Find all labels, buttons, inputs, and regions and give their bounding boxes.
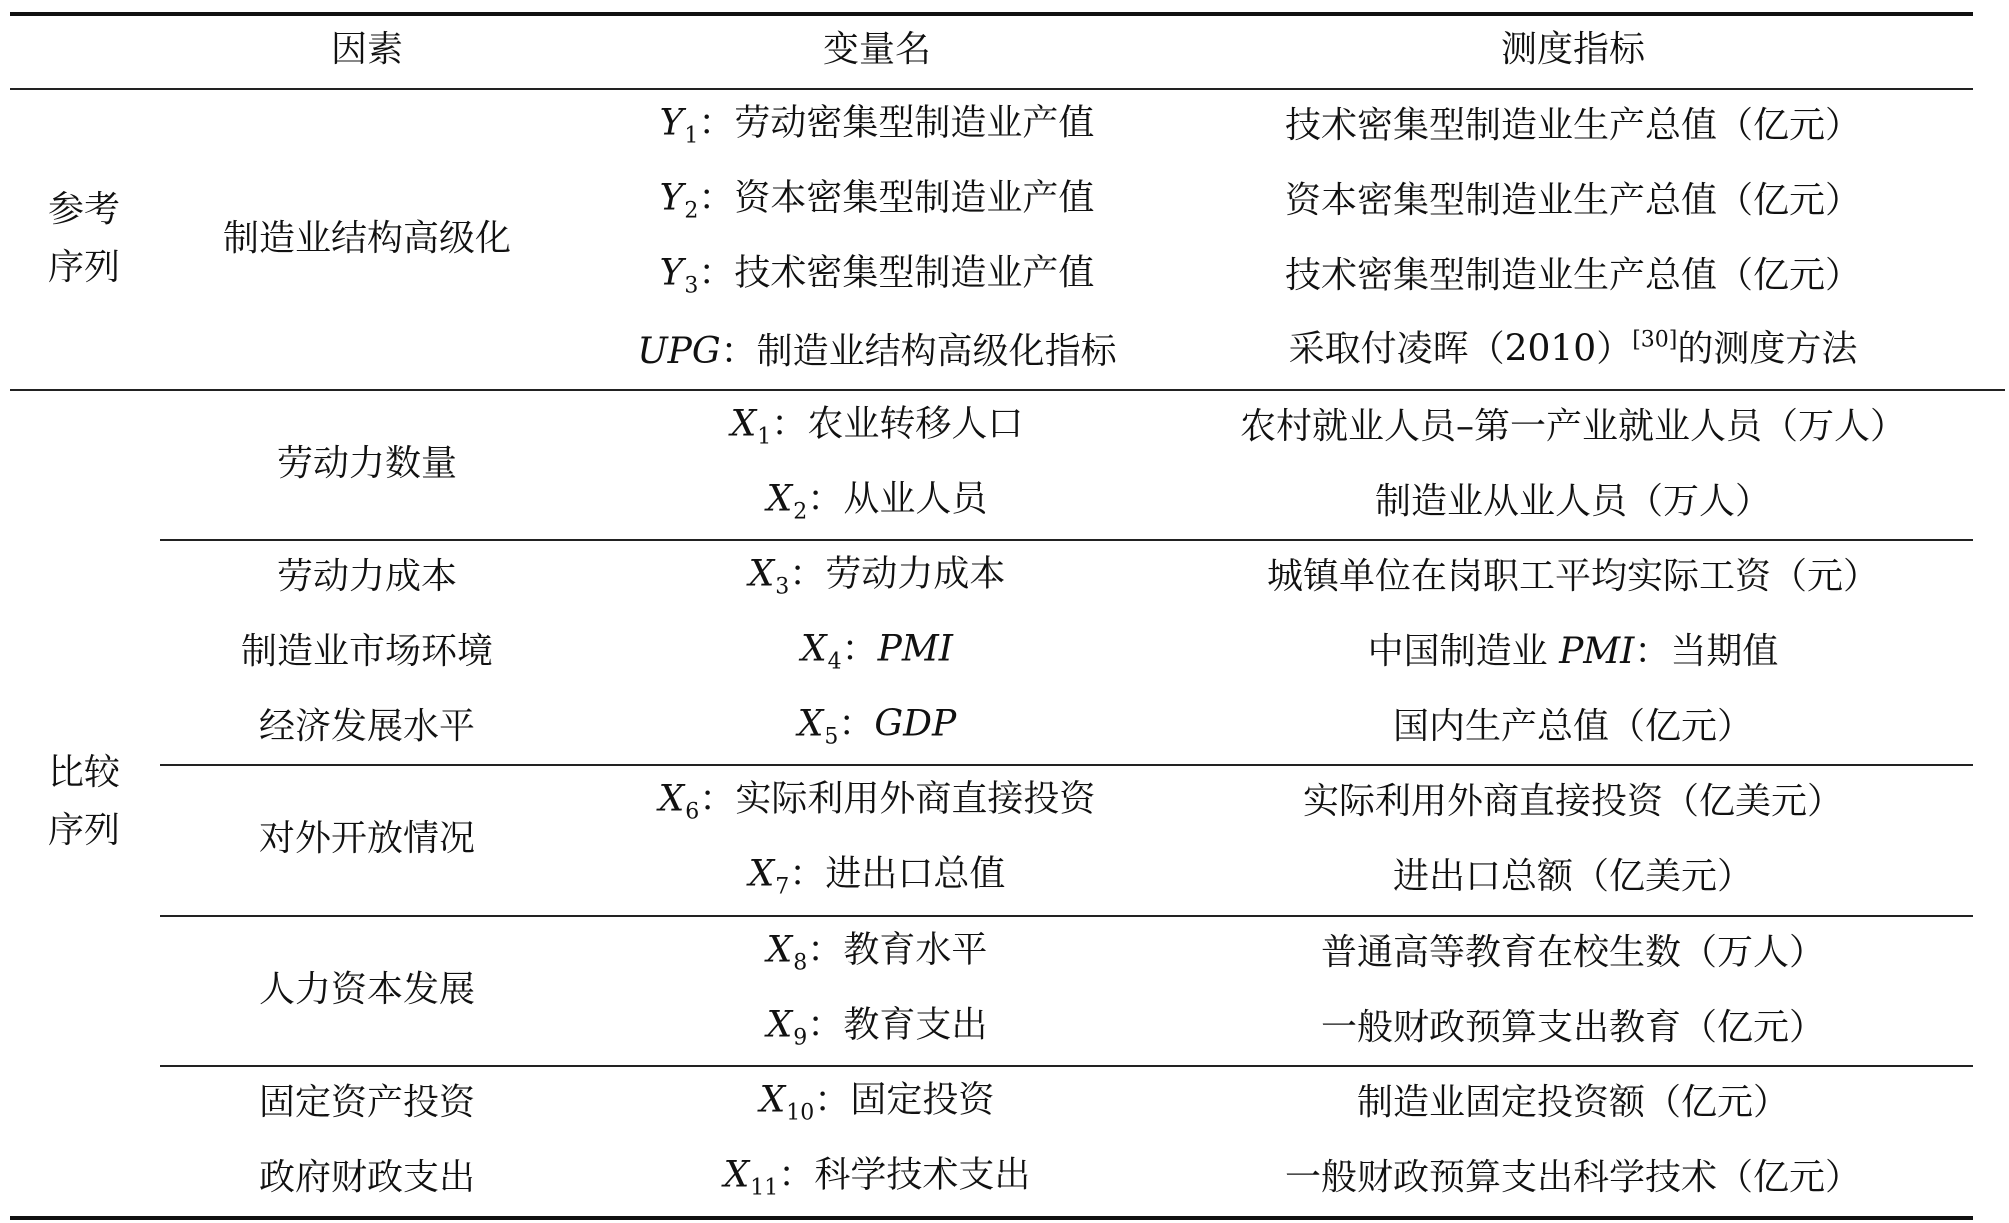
variable-subscript: 9	[793, 1025, 808, 1051]
measure-text: 普通高等教育在校生数（万人）	[1320, 932, 1826, 973]
variable-subscript: 6	[685, 799, 700, 825]
reference-measure-4	[1289, 328, 1858, 377]
measure-text: 进出口总额（亿美元）	[1392, 856, 1754, 897]
variable-symbol: X	[766, 929, 793, 971]
comparison-factor-fiscal-spending: 政府财政支出	[258, 1157, 476, 1198]
variable-name: 劳动密集型制造业产值	[734, 102, 1095, 144]
header-measure: 测度指标	[1500, 29, 1646, 70]
reference-variable-4	[637, 330, 1116, 374]
variable-symbol: Y	[659, 252, 684, 294]
measure-text: 技术密集型制造业生产总值（亿元）	[1284, 255, 1862, 296]
comparison-factor-labor-cost: 劳动力成本	[276, 556, 458, 597]
comparison-variable-6	[659, 778, 1096, 827]
variable-name: 劳动力成本	[825, 553, 1006, 595]
comparison-variable-9	[767, 1004, 988, 1053]
reference-variable-3	[660, 252, 1095, 301]
variable-symbol: X	[748, 553, 775, 595]
comparison-measure-5	[1393, 705, 1753, 749]
variable-subscript: 5	[824, 724, 839, 750]
variable-separator: ：	[807, 478, 844, 520]
section-rule	[10, 389, 2005, 391]
variable-separator: ：	[778, 1154, 815, 1196]
variable-separator: ：	[838, 703, 875, 745]
comparison-variable-7	[749, 853, 1006, 902]
comparison-measure-9	[1321, 1006, 1825, 1050]
comparison-measure-3	[1267, 555, 1879, 599]
variable-separator: ：	[789, 553, 826, 595]
measure-text: 资本密集型制造业生产总值（亿元）	[1284, 180, 1862, 221]
comparison-variable-4	[801, 628, 953, 677]
variable-symbol: X	[723, 1154, 750, 1196]
comparison-measure-8	[1321, 931, 1825, 975]
comparison-factor-labor-quantity: 劳动力数量	[276, 443, 458, 484]
variable-separator: ：	[807, 1004, 844, 1046]
group-rule-3	[160, 915, 1973, 917]
variable-name: PMI	[877, 628, 953, 670]
header-variable: 变量名	[822, 29, 932, 70]
measure-text: 采取付凌晖（2010）	[1288, 328, 1633, 370]
variable-name: 进出口总值	[825, 853, 1006, 895]
comparison-variable-5	[798, 703, 957, 752]
variable-subscript: 3	[684, 273, 699, 299]
variable-name: 固定投资	[850, 1079, 995, 1121]
comparison-measure-1	[1240, 405, 1906, 449]
variable-subscript: 3	[775, 574, 790, 600]
reference-factor: 制造业结构高级化	[222, 218, 512, 259]
variable-separator: ：	[841, 628, 878, 670]
measure-text: 制造业固定投资额（亿元）	[1356, 1082, 1790, 1123]
comparison-variable-1	[731, 403, 1024, 452]
variable-name: 从业人员	[843, 478, 988, 520]
variable-symbol: X	[730, 403, 757, 445]
variable-name: 农业转移人口	[807, 403, 1024, 445]
variable-name: GDP	[874, 703, 957, 745]
variable-symbol: X	[759, 1079, 786, 1121]
measure-text: 一般财政预算支出科学技术（亿元）	[1284, 1157, 1862, 1198]
variable-name: 教育水平	[843, 929, 988, 971]
variable-separator: ：	[807, 929, 844, 971]
comparison-factor-economic-level: 经济发展水平	[258, 706, 476, 747]
variable-symbol: X	[766, 1004, 793, 1046]
comparison-measure-7	[1393, 855, 1753, 899]
comparison-measure-11	[1285, 1156, 1861, 1200]
group-rule-2	[160, 764, 1973, 766]
comparison-factor-human-capital: 人力资本发展	[258, 969, 476, 1010]
variable-name: 实际利用外商直接投资	[735, 778, 1096, 820]
measure-text: 国内生产总值（亿元）	[1392, 706, 1754, 747]
variable-subscript: 1	[757, 424, 772, 450]
comparison-variable-3	[749, 553, 1006, 602]
reference-variable-2	[660, 177, 1095, 226]
comparison-measure-6	[1303, 780, 1843, 824]
reference-category-label: 参考序列	[47, 189, 120, 288]
comparison-variable-8	[767, 929, 988, 978]
comparison-factor-fixed-investment: 固定资产投资	[258, 1082, 476, 1123]
header-factor: 因素	[330, 29, 404, 70]
comparison-factor-openness: 对外开放情况	[258, 818, 476, 859]
bottom-rule	[10, 1216, 1973, 1220]
comparison-measure-4	[1368, 630, 1779, 674]
variable-separator: ：	[698, 177, 735, 219]
variable-symbol: UPG	[637, 331, 721, 372]
measure-text: 技术密集型制造业生产总值（亿元）	[1284, 105, 1862, 146]
comparison-category-label: 比较序列	[47, 752, 120, 851]
variable-separator: ：	[699, 778, 736, 820]
comparison-measure-2	[1375, 480, 1771, 524]
measure-text: 的测度方法	[1677, 328, 1858, 370]
group-rule-4	[160, 1065, 1973, 1067]
citation-marker: [30]	[1632, 327, 1678, 353]
variable-separator: ：	[789, 853, 826, 895]
measure-abbr: PMI	[1559, 631, 1635, 672]
variable-symbol: X	[766, 478, 793, 520]
measure-text: 中国制造业	[1367, 631, 1560, 672]
measure-text: 实际利用外商直接投资（亿美元）	[1302, 781, 1844, 822]
variable-symbol: X	[748, 853, 775, 895]
variable-symbol: Y	[659, 177, 684, 219]
header-rule	[10, 88, 1973, 90]
comparison-variable-10	[760, 1079, 995, 1128]
variable-subscript: 4	[827, 649, 842, 675]
variable-subscript: 1	[684, 123, 699, 149]
reference-measure-3	[1285, 254, 1861, 298]
measure-text: 城镇单位在岗职工平均实际工资（元）	[1266, 556, 1880, 597]
comparison-variable-11	[724, 1154, 1031, 1203]
comparison-variable-2	[767, 478, 988, 527]
variable-subscript: 11	[750, 1175, 779, 1201]
variable-name: 技术密集型制造业产值	[734, 252, 1095, 294]
group-rule-1	[160, 539, 1973, 541]
variable-subscript: 2	[793, 499, 808, 525]
variable-subscript: 8	[793, 950, 808, 976]
measure-text: 农村就业人员–第一产业就业人员（万人）	[1239, 406, 1907, 447]
reference-measure-1	[1285, 104, 1861, 148]
variable-subscript: 2	[684, 198, 699, 224]
reference-measure-2	[1285, 179, 1861, 223]
variable-separator: ：	[698, 252, 735, 294]
variable-subscript: 10	[786, 1100, 815, 1126]
measure-text: 制造业从业人员（万人）	[1374, 481, 1772, 522]
variable-symbol: X	[658, 778, 685, 820]
variable-separator: ：	[814, 1079, 851, 1121]
measure-text: ：当期值	[1634, 631, 1779, 672]
top-rule	[10, 12, 1973, 16]
variable-symbol: X	[801, 628, 827, 670]
variable-symbol: Y	[659, 102, 684, 144]
variable-separator: ：	[771, 403, 808, 445]
comparison-factor-market-environment: 制造业市场环境	[240, 631, 494, 672]
variable-name: 科学技术支出	[814, 1154, 1031, 1196]
comparison-measure-10	[1357, 1081, 1789, 1125]
variable-name: 资本密集型制造业产值	[734, 177, 1095, 219]
measure-text: 一般财政预算支出教育（亿元）	[1320, 1007, 1826, 1048]
variable-name: 制造业结构高级化指标	[756, 331, 1117, 372]
reference-variable-1	[660, 102, 1095, 151]
variable-separator: ：	[698, 102, 735, 144]
variable-subscript: 7	[775, 874, 790, 900]
variable-separator: ：	[720, 331, 757, 372]
variable-symbol: X	[797, 703, 824, 745]
variable-name: 教育支出	[843, 1004, 988, 1046]
